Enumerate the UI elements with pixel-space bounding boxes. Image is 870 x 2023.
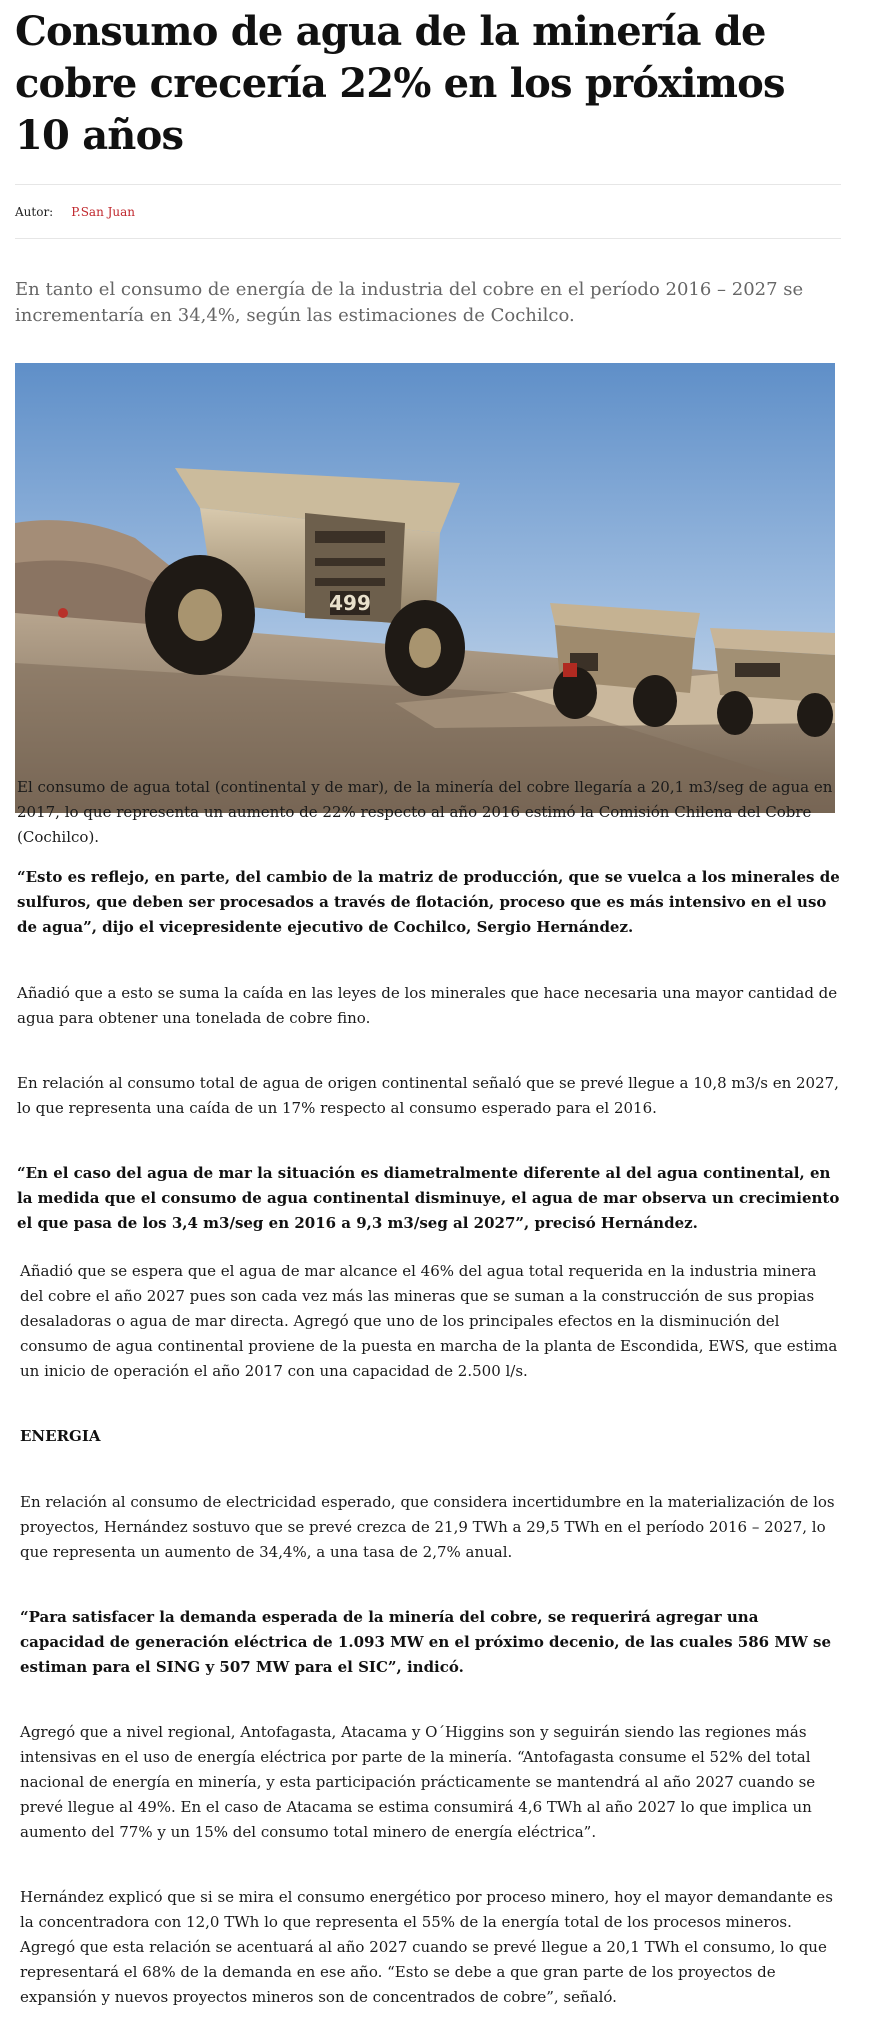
article [15,0,841,813]
paragraph: Añadió que a esto se suma la caída en las leyes de los minerales que hace necesaria una mayor cantidad de agua para obtener una tonelada de cobre fino. [17,984,838,1027]
quote-paragraph: “Para satisfacer la demanda esperada de la minería del cobre, se requerirá agregar una capacidad de generación eléctrica de 1.093 MW en el próximo decenio, de las cuales 586 MW se estiman para el SING y 507 MW para el SIC”, indicó. [20,1608,832,1676]
author-link[interactable]: P.San Juan [71,204,136,219]
article-lead: En tanto el consumo de energía de la industria del cobre en el período 2016 – 2027 se incrementaría en 34,4%, según las estimaciones de Cochilco. [15,279,804,326]
quote-paragraph: “Esto es reflejo, en parte, del cambio de la matriz de producción, que se vuelca a los minerales de sulfuros, que deben ser procesados a través de flotación, proceso que es más intensivo en el uso de agua”, dijo el vicepresidente ejecutivo de Cochilco, Sergio Hernández. [17,868,840,936]
paragraph: En relación al consumo de electricidad esperado, que considera incertidumbre en la materialización de los proyectos, Hernández sostuvo que se prevé crezca de 21,9 TWh a 29,5 TWh en el período 2016 – 2027, lo que representa un aumento de 34,4%, a una tasa de 2,7% anual. [20,1493,835,1561]
truck-number: 499 [329,591,371,615]
hero-image-mining-trucks [15,363,835,813]
author-label: Autor: [15,204,54,219]
byline [15,185,841,238]
divider [15,238,841,239]
section-heading-energia: ENERGIA [20,1427,101,1445]
paragraph: En relación al consumo total de agua de origen continental señaló que se prevé llegue a 10,8 m3/s en 2027, lo que representa una caída de un 17% respecto al consumo esperado para el 2016. [17,1074,839,1117]
article-title: Consumo de agua de la minería de cobre crecería 22% en los próximos 10 años [15,8,785,159]
paragraph: Añadió que se espera que el agua de mar alcance el 46% del agua total requerida en la industria minera del cobre el año 2027 pues son cada vez más las mineras que se suman a la construcción de sus propias desaladoras o agua de mar directa. Agregó que uno de los principales efectos en la disminución del consumo de agua continental proviene de la puesta en marcha de la planta de Escondida, EWS, que estima un inicio de operación el año 2017 con una capacidad de 2.500 l/s. [20,1262,838,1380]
paragraph: El consumo de agua total (continental y de mar), de la minería del cobre llegaría a 20,1 m3/seg de agua en 2017, lo que representa un aumento de 22% respecto al año 2016 estimó la Comisión Chilena del Cobre (Cochilco). [17,778,833,846]
paragraph: Agregó que a nivel regional, Antofagasta, Atacama y O´Higgins son y seguirán siendo las regiones más intensivas en el uso de energía eléctrica por parte de la minería. “Antofagasta consume el 52% del total nacional de energía en minería, y esta participación prácticamente se mantendrá al año 2027 cuando se prevé llegue al 49%. En el caso de Atacama se estima consumirá 4,6 TWh al año 2027 lo que implica un aumento del 77% y un 15% del consumo total minero de energía eléctrica”. [20,1723,816,1841]
paragraph: Hernández explicó que si se mira el consumo energético por proceso minero, hoy el mayor demandante es la concentradora con 12,0 TWh lo que representa el 55% de la energía total de los procesos mineros. Agregó que esta relación se acentuará al año 2027 cuando se prevé llegue a 20,1 TWh el consumo, lo que representará el 68% de la demanda en ese año. “Esto se debe a que gran parte de los proyectos de expansión y nuevos proyectos mineros son de concentrados de cobre”, señaló. [20,1888,833,2006]
quote-paragraph: “En el caso del agua de mar la situación es diametralmente diferente al del agua continental, en la medida que el consumo de agua continental disminuye, el agua de mar observa un crecimiento el que pasa de los 3,4 m3/seg en 2016 a 9,3 m3/seg al 2027”, precisó Hernández. [17,1164,840,1232]
small-vehicle [58,608,68,618]
